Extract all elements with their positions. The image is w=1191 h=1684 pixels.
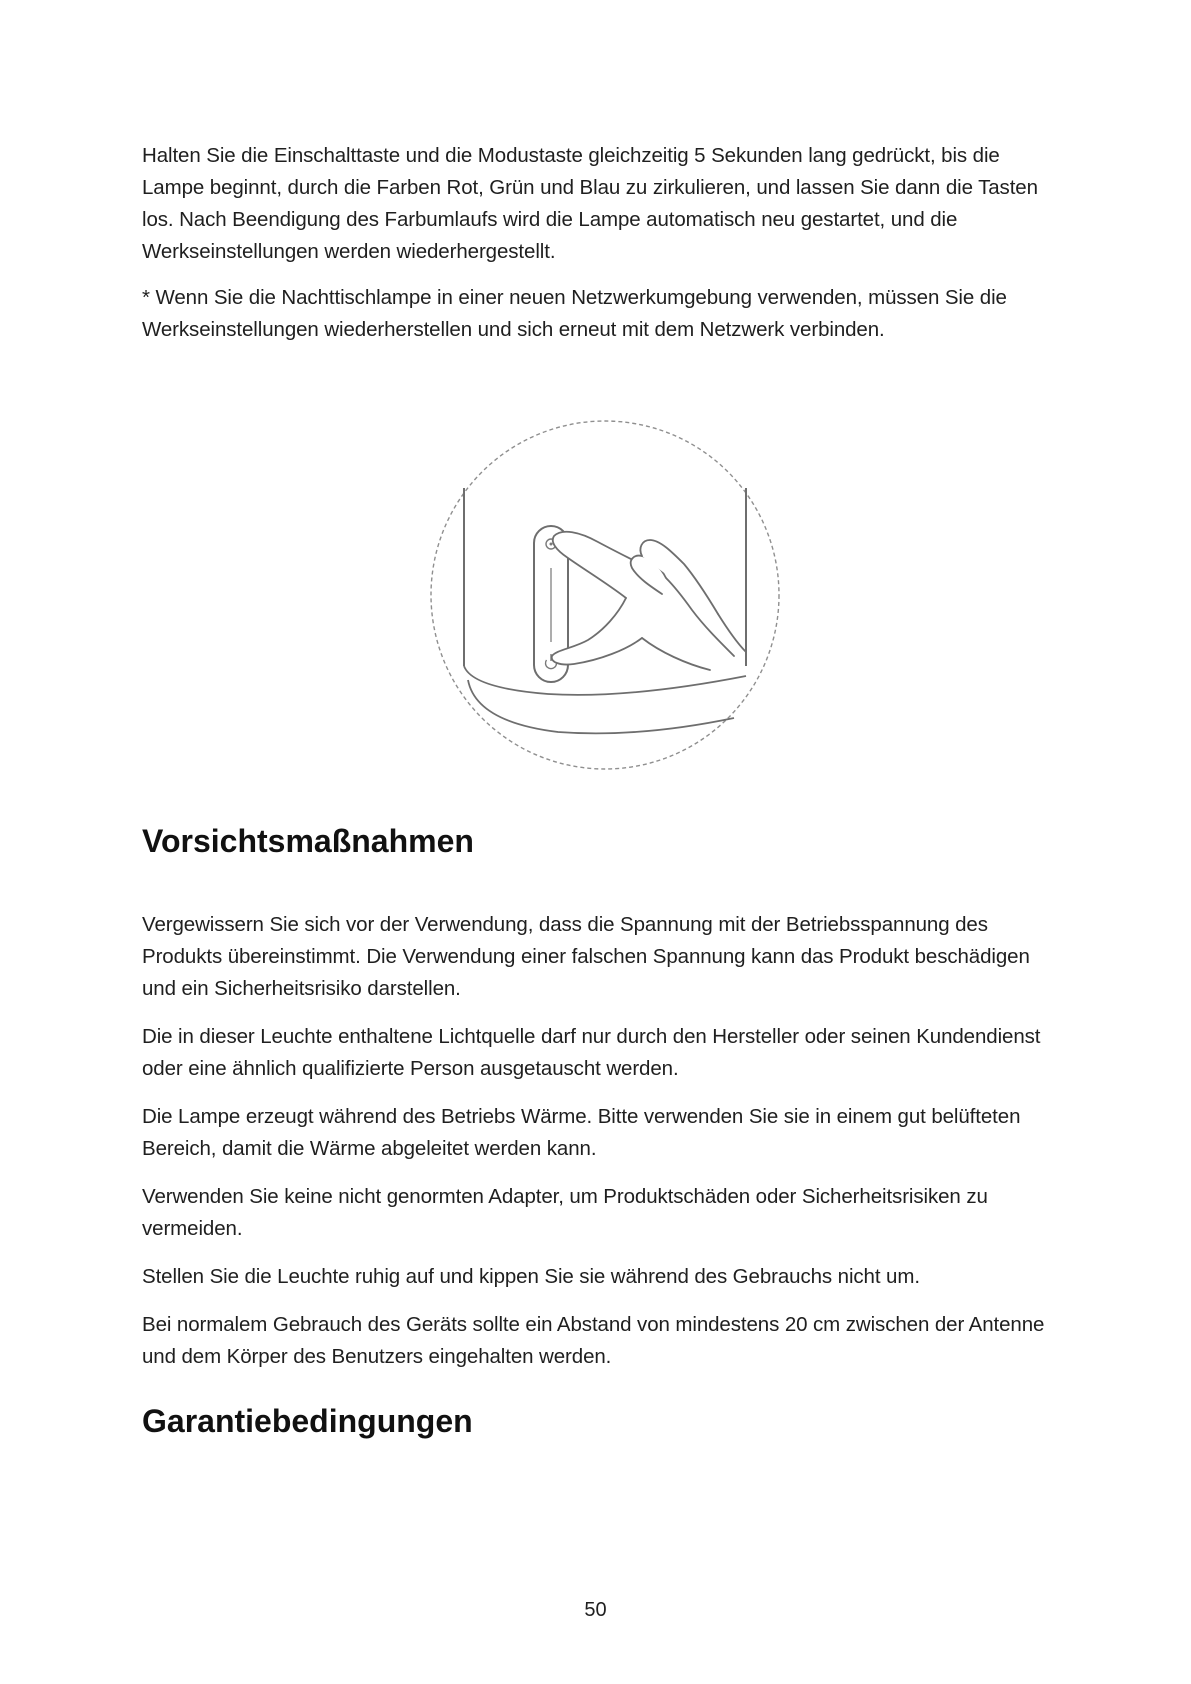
- precaution-adapter: Verwenden Sie keine nicht genormten Adapter, um Produktschäden oder Sicherheitsrisiken zu vermeiden.: [142, 1185, 988, 1240]
- precaution-light-source: Die in dieser Leuchte enthaltene Lichtquelle darf nur durch den Hersteller oder seinen Kundendienst oder eine ähnlich qualifizierte Person ausgetauscht werden.: [142, 1025, 1041, 1080]
- precautions-heading: Vorsichtsmaßnahmen: [142, 823, 474, 859]
- precaution-stability: Stellen Sie die Leuchte ruhig auf und kippen Sie sie während des Gebrauchs nicht um.: [142, 1265, 920, 1288]
- reset-paragraph: Halten Sie die Einschalttaste und die Modustaste gleichzeitig 5 Sekunden lang gedrückt, bis die Lampe beginnt, durch die Farben Rot, Grün und Blau zu zirkulieren, und lassen Sie dann die Tasten los. Nach Beendigung des Farbumlaufs wird die Lampe automatisch neu gestartet, und die Werkseinstellungen werden wiederhergestellt.: [142, 144, 1038, 263]
- hand-drawing: [552, 532, 746, 670]
- page-number: 50: [584, 1599, 607, 1621]
- reset-instructions: [142, 140, 1057, 346]
- dashed-circle-frame: [431, 421, 779, 769]
- lamp-base-upper-curve: [464, 666, 746, 695]
- precautions-list: [142, 909, 1057, 1373]
- network-note-paragraph: * Wenn Sie die Nachttischlampe in einer neuen Netzwerkumgebung verwenden, müssen Sie die Werkseinstellungen wiederherstellen und sich erneut mit dem Netzwerk verbinden.: [142, 286, 1007, 341]
- precaution-antenna-distance: Bei normalem Gebrauch des Geräts sollte ein Abstand von mindestens 20 cm zwischen der Antenne und dem Körper des Benutzers eingehalten werden.: [142, 1313, 1045, 1368]
- precaution-voltage: Vergewissern Sie sich vor der Verwendung, dass die Spannung mit der Betriebsspannung des Produkts übereinstimmt. Die Verwendung einer falschen Spannung kann das Produkt beschädigen und ein Sicherheitsrisiko darstellen.: [142, 913, 1030, 1000]
- precaution-heat: Die Lampe erzeugt während des Betriebs Wärme. Bitte verwenden Sie sie in einem gut belüfteten Bereich, damit die Wärme abgeleitet werden kann.: [142, 1105, 1021, 1160]
- lamp-reset-illustration: [428, 418, 782, 772]
- warranty-heading: Garantiebedingungen: [142, 1403, 473, 1439]
